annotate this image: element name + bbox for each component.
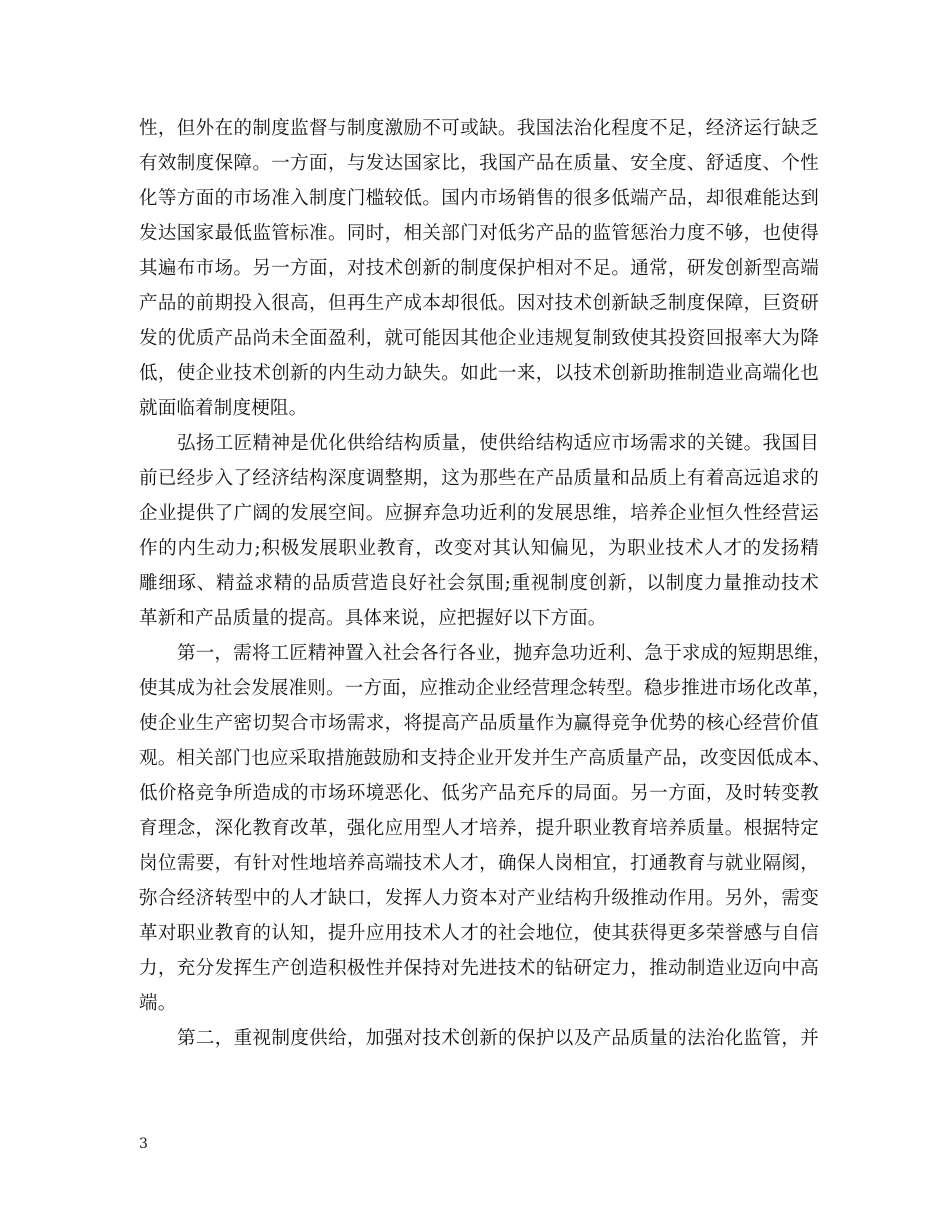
text-line: 使其成为社会发展准则。一方面，应推动企业经营理念转型。稳步推进市场化改革，: [139, 678, 831, 699]
text-line: 岗位需要，有针对性地培养高端技术人才，确保人岗相宜，打通教育与就业隔阂，: [139, 853, 819, 874]
text-line: 端。: [139, 993, 177, 1014]
text-line: 雕细琢、精益求精的品质营造良好社会氛围;重视制度创新，以制度力量推动技术: [139, 573, 819, 594]
text-line: 低，使企业技术创新的内生动力缺失。如此一来，以技术创新助推制造业高端化也: [139, 363, 819, 384]
text-line: 性，但外在的制度监督与制度激励不可或缺。我国法治化程度不足，经济运行缺乏: [139, 118, 819, 139]
text-line: 就面临着制度梗阻。: [139, 398, 308, 419]
text-line: 育理念，深化教育改革，强化应用型人才培养，提升职业教育培养质量。根据特定: [139, 818, 819, 839]
text-line: 力，充分发挥生产创造积极性并保持对先进技术的钻研定力，推动制造业迈向中高: [139, 958, 819, 979]
text-line: 观。相关部门也应采取措施鼓励和支持企业开发并生产高质量产品，改变因低成本、: [139, 748, 831, 769]
text-line: 第二，重视制度供给，加强对技术创新的保护以及产品质量的法治化监管，并: [177, 1028, 819, 1049]
text-line: 企业提供了广阔的发展空间。应摒弃急功近利的发展思维，培养企业恒久性经营运: [139, 503, 819, 524]
text-line: 革对职业教育的认知，提升应用技术人才的社会地位，使其获得更多荣誉感与自信: [139, 923, 819, 944]
text-line: 第一，需将工匠精神置入社会各行各业，抛弃急功近利、急于求成的短期思维，: [177, 643, 832, 664]
text-line: 使企业生产密切契合市场需求，将提高产品质量作为赢得竞争优势的核心经营价值: [139, 713, 819, 734]
text-line: 作的内生动力;积极发展职业教育，改变对其认知偏见，为职业技术人才的发扬精: [139, 538, 819, 559]
text-line: 弥合经济转型中的人才缺口，发挥人力资本对产业结构升级推动作用。另外，需变: [139, 888, 819, 909]
text-line: 发的优质产品尚未全面盈利，就可能因其他企业违规复制致使其投资回报率大为降: [139, 328, 819, 349]
text-line: 革新和产品质量的提高。具体来说，应把握好以下方面。: [139, 608, 607, 629]
text-line: 有效制度保障。一方面，与发达国家比，我国产品在质量、安全度、舒适度、个性: [139, 153, 819, 174]
text-line: 弘扬工匠精神是优化供给结构质量，使供给结构适应市场需求的关键。我国目: [177, 433, 819, 454]
text-line: 化等方面的市场准入制度门槛较低。国内市场销售的很多低端产品，却很难能达到: [139, 188, 819, 209]
text-line: 发达国家最低监管标准。同时，相关部门对低劣产品的监管惩治力度不够，也使得: [139, 223, 819, 244]
page-number: 3: [139, 1136, 148, 1152]
text-line: 前已经步入了经济结构深度调整期，这为那些在产品质量和品质上有着高远追求的: [139, 468, 819, 489]
text-line: 其遍布市场。另一方面，对技术创新的制度保护相对不足。通常，研发创新型高端: [139, 258, 819, 279]
text-line: 低价格竞争所造成的市场环境恶化、低劣产品充斥的局面。另一方面，及时转变教: [139, 783, 819, 804]
text-line: 产品的前期投入很高，但再生产成本却很低。因对技术创新缺乏制度保障，巨资研: [139, 293, 819, 314]
